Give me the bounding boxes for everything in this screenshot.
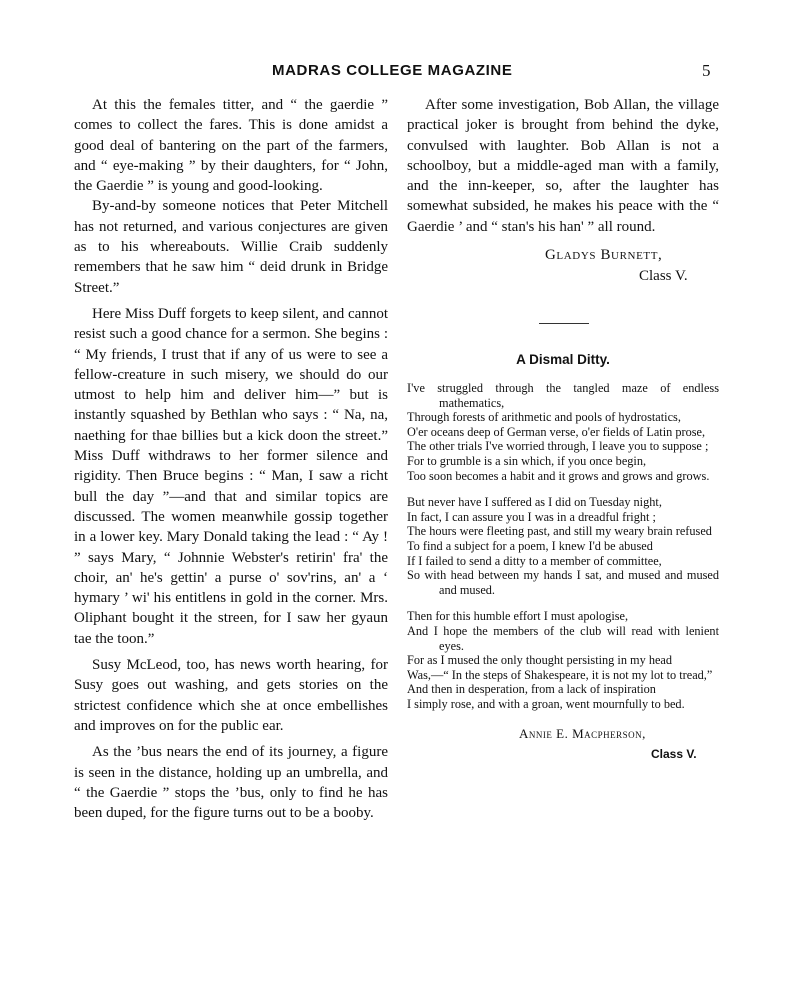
- poem-stanza: [407, 495, 719, 597]
- section-divider: [539, 323, 589, 324]
- magazine-title: MADRAS COLLEGE MAGAZINE: [272, 62, 513, 79]
- paragraph: As the ’bus nears the end of its journey, a figure is seen in the distance, holding up an umbrella, and “ the Gaerdie ” stops the ’bus, only to find he has been duped, for the figure turns out to be a booby.: [74, 744, 388, 822]
- poem-line: For as I mused the only thought persisting in my head: [407, 653, 673, 668]
- poem-line: Too soon becomes a habit and it grows and grows and grows.: [407, 468, 710, 483]
- poem-line: For to grumble is a sin which, if you once begin,: [407, 454, 647, 469]
- poem-line: If I failed to send a ditty to a member of committee,: [407, 553, 662, 568]
- poem-line: The hours were fleeting past, and still my weary brain refused: [407, 524, 712, 539]
- poem-author-class: Class V.: [651, 746, 697, 761]
- paragraph: After some investigation, Bob Allan, the village practical joker is brought from behind the dyke, convulsed with laughter. Bob Allan is not a schoolboy, but a middle-aged man with a family, and the inn-keeper, so, after the laughter has somewhat subsided, he makes his peace with the “ Gaerdie ’ and “ stan's his han' ” all round.: [407, 97, 719, 235]
- page-number: 5: [702, 61, 711, 80]
- poem-line: And then in desperation, from a lack of inspiration: [407, 682, 656, 697]
- author-class: Class V.: [639, 268, 688, 285]
- author-signature: Gladys Burnett,: [545, 247, 663, 264]
- poem-line: Was,—“ In the steps of Shakespeare, it is not my lot to tread,”: [407, 667, 713, 682]
- poem-line: The other trials I've worried through, I leave you to suppose ;: [407, 439, 709, 454]
- poem-author-signature: Annie E. Macpherson,: [519, 725, 646, 741]
- paragraph: Susy McLeod, too, has news worth hearing, for Susy goes out washing, and gets stories on the strictest confidence which she at once embellishes and improves on for the public ear.: [74, 657, 388, 734]
- left-column: [74, 95, 388, 829]
- right-column: [407, 95, 719, 764]
- page-header: [0, 62, 800, 84]
- paragraph: Here Miss Duff forgets to keep silent, and cannot resist such a good chance for a sermon. She begins : “ My friends, I trust that if any of us were to see a fellow-creature in such misery, we should do our utmost to help him and deliver him—” but is instantly squashed by Bethlan who says : “ Na, na, naething for thae billies but a kick doon the street.” Miss Duff withdraws to her former silence and rigidity. Then Bruce begins : “ Man, I saw a richt bull the day ”—and that and similar topics are discussed. The women meanwhile gossip together in a lower key. Mary Donald taking the lead : “ Ay ! ” says Mary, “ Johnnie Webster's retirin' fra' the choir, an' he's gettin' a purse o' sov'rins, an' a ‘ hymary ’ wi' his entitlens in gold in the corner. Mrs. Oliphant bought it the streen, for I saw her gyaun tae the toon.”: [74, 305, 388, 647]
- poem-line: I've struggled through the tangled maze of endless mathematics,: [407, 381, 719, 410]
- paragraph: At this the females titter, and “ the gaerdie ” comes to collect the fares. This is done amidst a good deal of bantering on the part of the farmers, and “ eye-making ” by their daughters, for “ John, the Gaerdie ” is young and good-looking.: [74, 97, 388, 195]
- paragraph: By-and-by someone notices that Peter Mitchell has not returned, and various conjectures are given as to his whereabouts. Willie Craib suddenly remembers that he saw him “ deid drunk in Bridge Street.”: [74, 198, 388, 296]
- poem-line: O'er oceans deep of German verse, o'er fields of Latin prose,: [407, 424, 706, 439]
- poem-stanza: [407, 609, 719, 711]
- poem-line: Then for this humble effort I must apologise,: [407, 609, 629, 624]
- poem-line: And I hope the members of the club will read with lenient eyes.: [407, 623, 719, 653]
- poem-line: In fact, I can assure you I was in a dreadful fright ;: [407, 509, 656, 524]
- poem-line: So with head between my hands I sat, and mused and mused and mused.: [407, 568, 719, 597]
- poem-line: To find a subject for a poem, I knew I'd be abused: [407, 539, 653, 554]
- poem-stanza: [407, 381, 719, 483]
- poem-line: I simply rose, and with a groan, went mournfully to bed.: [407, 696, 685, 711]
- poem-line: But never have I suffered as I did on Tuesday night,: [407, 495, 662, 510]
- poem-line: Through forests of arithmetic and pools of hydrostatics,: [407, 410, 681, 425]
- poem-title: A Dismal Ditty.: [516, 352, 610, 368]
